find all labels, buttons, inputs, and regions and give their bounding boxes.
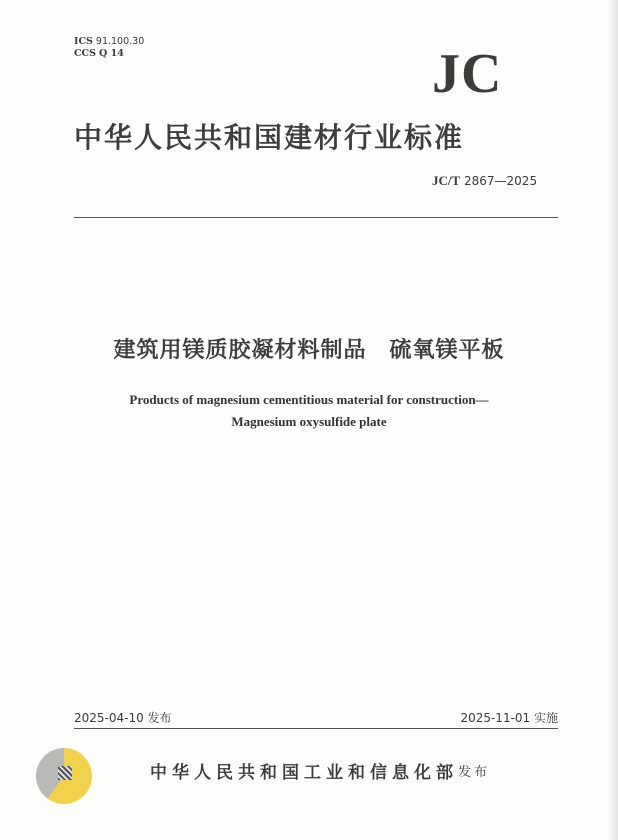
title-zh: 建筑用镁质胶凝材料制品 硫氧镁平板 [113, 338, 505, 363]
issuer: 中华人民共和国工业和信息化部 [150, 763, 458, 783]
standard-prefix: JC/T [432, 173, 461, 188]
footer-divider [74, 728, 558, 729]
anti-counterfeit-seal [36, 748, 92, 804]
title-en-line-2: Magnesium oxysulfide plate [231, 414, 387, 429]
title-en-line-1: Products of magnesium cementitious material for construction— [129, 392, 489, 407]
standard-type: 中华人民共和国建材行业标准 [74, 121, 465, 154]
classification-codes [74, 36, 144, 60]
ics-label: ICS [74, 36, 93, 47]
header-divider [74, 217, 558, 218]
jc-logo: JC [432, 43, 503, 105]
qr-code-icon [58, 766, 72, 780]
title-en [0, 389, 618, 433]
ccs-label: CCS [74, 48, 96, 59]
issue-date: 2025-04-10 发布 [74, 711, 172, 725]
standard-number [432, 173, 537, 189]
ccs-value: Q 14 [99, 48, 124, 59]
implement-date: 2025-11-01 实施 [460, 711, 558, 725]
ics-value: 91.100.30 [95, 36, 145, 47]
issuer-suffix: 发布 [458, 765, 491, 780]
standard-value: 2867—2025 [464, 174, 538, 188]
